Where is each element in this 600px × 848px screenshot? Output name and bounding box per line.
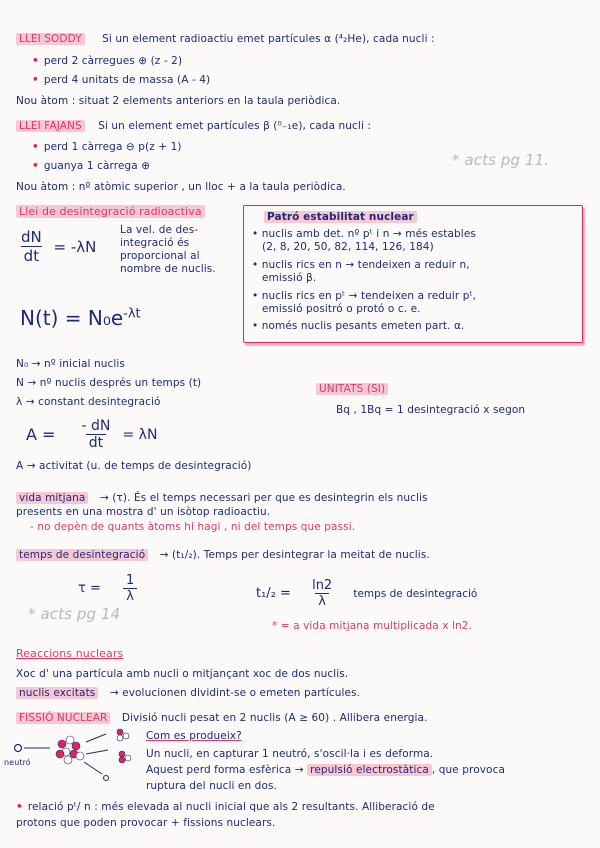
desint-title: Llei de desintegració radioactiva [16,205,205,218]
units-text: Bq , 1Bq = 1 desintegració x segon [336,404,526,416]
temps-label: temps de desintegració [16,549,148,561]
fajans-bullet-1: • perd 1 càrrega ⊖ p(z + 1) [32,141,182,153]
def-n: N → nº nuclis després un temps (t) [16,377,202,389]
desint-desc-1: La vel. de des- [120,224,199,236]
vida-label: vida mitjana [16,492,88,504]
fisio-line-3: ruptura del nucli en dos. [146,780,277,792]
desint-desc-3: proporcional al [120,250,200,262]
reac-title: Reaccions nuclears [16,647,124,660]
activity-equation: A = $\frac{- dN}{dt}$ = λN [26,418,158,451]
vida-line-2: presents en una mostra d' un isòtop radioactiu. [16,506,271,518]
def-lambda: λ → constant desintegració [16,396,161,408]
fajans-bullet-2: • guanya 1 càrrega ⊕ [32,160,151,172]
fisio-line-1: Un nucli, en capturar 1 neutró, s'oscil·la i es deforma. [146,748,434,760]
box-bullet-3a: • nuclis rics en pᵗ → tendeixen a reduir pᵗ, [252,290,477,302]
soddy-text: Si un element radioactiu emet partícules α (⁴₂He), cada nucli : [102,33,435,45]
heavy-nucleus [56,736,84,764]
box-bullet-1b: (2, 8, 20, 50, 82, 114, 126, 184) [262,241,434,253]
neutron-circle [15,745,22,752]
units-title: UNITATS (SI) [316,383,388,396]
note-acts-11: * acts pg 11. [452,151,550,169]
box-bullet-2b: emissió β. [262,272,317,284]
fisio-title: FISSIÓ NUCLEAR [16,712,110,724]
box-bullet-2a: • nuclis rics en n → tendeixen a reduir n, [252,259,470,271]
neutron-label: neutró [4,758,31,767]
desint-equation: $\frac{dN}{dt}$ = -λN [21,228,97,265]
box-bullet-3b: emissió positró o protó o c. e. [262,303,421,315]
box-title: Patró estabilitat nuclear [264,211,417,224]
tau-equation: τ = $\frac{1}{\lambda}$ [78,573,137,604]
def-n0: N₀ → nº inicial nuclis [16,358,125,370]
soddy-nou-atom: Nou àtom : situat 2 elements anteriors en la taula periòdica. [16,95,341,107]
reac-line-2: nuclis excitats → evolucionen dividint-se o emeten partícules. [16,687,360,700]
soddy-line [16,33,435,46]
fragment-2 [119,751,131,763]
desint-desc-4: nombre de nuclis. [120,263,216,275]
reac-label: nuclis excitats [16,687,98,699]
fisio-line: FISSIÓ NUCLEAR Divisió nucli pesat en 2 nuclis (A ≥ 60) . Allibera energia. [16,712,428,725]
def-activity: A → activitat (u. de temps de desintegració) [16,460,252,472]
temps-note: * = a vida mitjana multiplicada x ln2. [272,620,473,632]
fragment-1 [117,729,129,741]
t12-equation: t₁/₂ = $\frac{\ln 2}{\lambda}$ temps de desintegració [256,578,478,609]
desint-desc-2: integració és [120,237,190,249]
fajans-nou-atom: Nou àtom : nº atòmic superior , un lloc + a la taula periòdica. [16,181,346,193]
fisio-line-2: Aquest perd forma esfèrica → repulsió electrostàtica , que provoca [146,764,505,776]
note-acts-14: * acts pg 14 [28,605,121,623]
fajans-title: LLEI FAJANS [16,120,85,132]
box-bullet-1a: • nuclis amb det. nº pᵗ i n → més estables [252,228,476,240]
fisio-question: Com es produeix? [146,730,242,742]
soddy-bullet-1: • perd 2 càrregues ⊕ (z - 2) [32,55,183,67]
temps-line: temps de desintegració → (t₁/₂). Temps per desintegrar la meitat de nuclis. [16,549,430,562]
nt-equation: $N(t) = N_0e^{-\lambda t}$ [20,306,141,330]
vida-line: vida mitjana → (τ). És el temps necessari per que es desintegrin els nuclis [16,492,428,505]
fajans-line [16,120,371,133]
fajans-text: Si un element emet partícules β (⁰₋₁e), cada nucli : [98,120,372,132]
vida-line-3: - no depèn de quants àtoms hi hagi , ni del temps que passi. [30,521,356,533]
fisio-relation-2: protons que poden provocar + fissions nuclears. [16,817,276,829]
soddy-title: LLEI SODDY [16,33,85,45]
soddy-bullet-2: • perd 4 unitats de massa (A - 4) [32,74,211,86]
box-bullet-4: • només nuclis pesants emeten part. α. [252,320,465,332]
reac-text-1: Xoc d' una partícula amb nucli o mitjançant xoc de dos nuclis. [16,668,349,680]
fisio-relation-1: • relació pᵗ/ n : més elevada al nucli inicial que als 2 resultants. Alliberació de [16,801,435,813]
